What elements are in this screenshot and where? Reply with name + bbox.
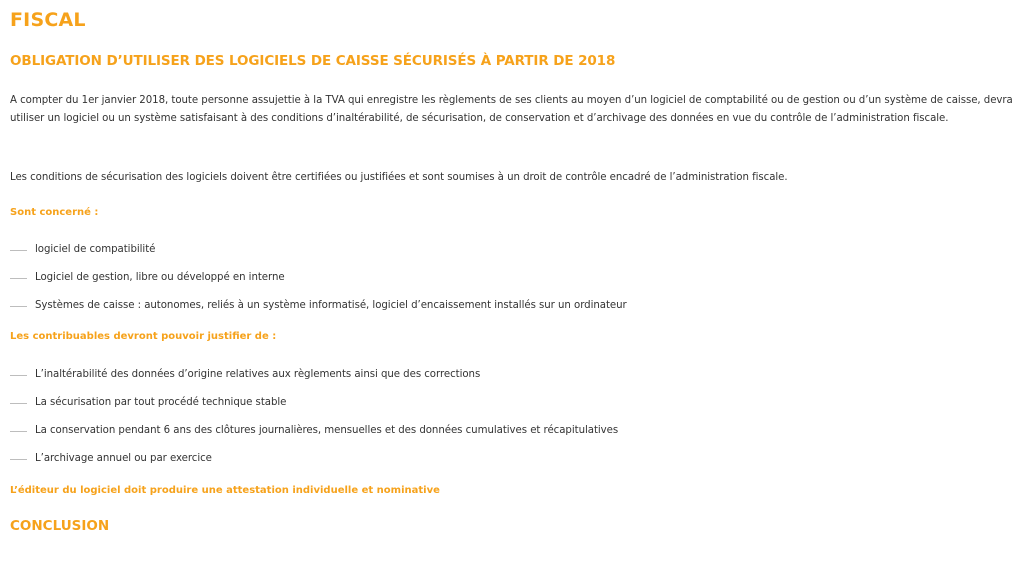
list-item [10, 422, 618, 450]
conclusion-heading: CONCLUSION [10, 518, 110, 534]
dash-bullet-icon [10, 375, 27, 376]
list-item-text: La conservation pendant 6 ans des clôtures journalières, mensuelles et des données cumulatives et récapitulatives [35, 425, 619, 436]
conditions-paragraph: Les conditions de sécurisation des logiciels doivent être certifiées ou justifiées et sont soumises à un droit de contrôle encadré de l’administration fiscale. [10, 172, 788, 183]
section-subtitle: OBLIGATION D’UTILISER DES LOGICIELS DE CAISSE SÉCURISÉS À PARTIR DE 2018 [10, 53, 616, 69]
list-item-text: Logiciel de gestion, libre ou développé en interne [35, 272, 285, 283]
concerned-heading: Sont concerné : [10, 207, 99, 218]
list-item [10, 269, 627, 297]
dash-bullet-icon [10, 403, 27, 404]
list-item [10, 241, 627, 269]
dash-bullet-icon [10, 250, 27, 251]
page-title: FISCAL [10, 9, 86, 31]
list-item-text: logiciel de compatibilité [35, 244, 156, 255]
editor-note: L’éditeur du logiciel doit produire une attestation individuelle et nominative [10, 485, 440, 496]
list-item [10, 450, 618, 478]
dash-bullet-icon [10, 306, 27, 307]
dash-bullet-icon [10, 431, 27, 432]
intro-paragraph: A compter du 1er janvier 2018, toute personne assujettie à la TVA qui enregistre les règlements de ses clients au moyen d’un logiciel de comptabilité ou de gestion ou d’un système de caisse, devra utiliser un logiciel ou un système satisfaisant à des conditions d’inaltérabilité, de sécurisation, de conservation et d’archivage des données en vue du contrôle de l’administration fiscale. [10, 95, 1013, 124]
list-item-text: La sécurisation par tout procédé technique stable [35, 397, 287, 408]
list-item [10, 297, 627, 325]
list-item-text: L’inaltérabilité des données d’origine relatives aux règlements ainsi que des corrections [35, 369, 481, 380]
list-item-text: L’archivage annuel ou par exercice [35, 453, 212, 464]
list-item [10, 366, 618, 394]
justify-list [10, 366, 618, 478]
justify-heading: Les contribuables devront pouvoir justifier de : [10, 331, 277, 342]
list-item-text: Systèmes de caisse : autonomes, reliés à un système informatisé, logiciel d’encaissement installés sur un ordinateur [35, 300, 627, 311]
concerned-list [10, 241, 627, 325]
list-item [10, 394, 618, 422]
dash-bullet-icon [10, 278, 27, 279]
dash-bullet-icon [10, 459, 27, 460]
